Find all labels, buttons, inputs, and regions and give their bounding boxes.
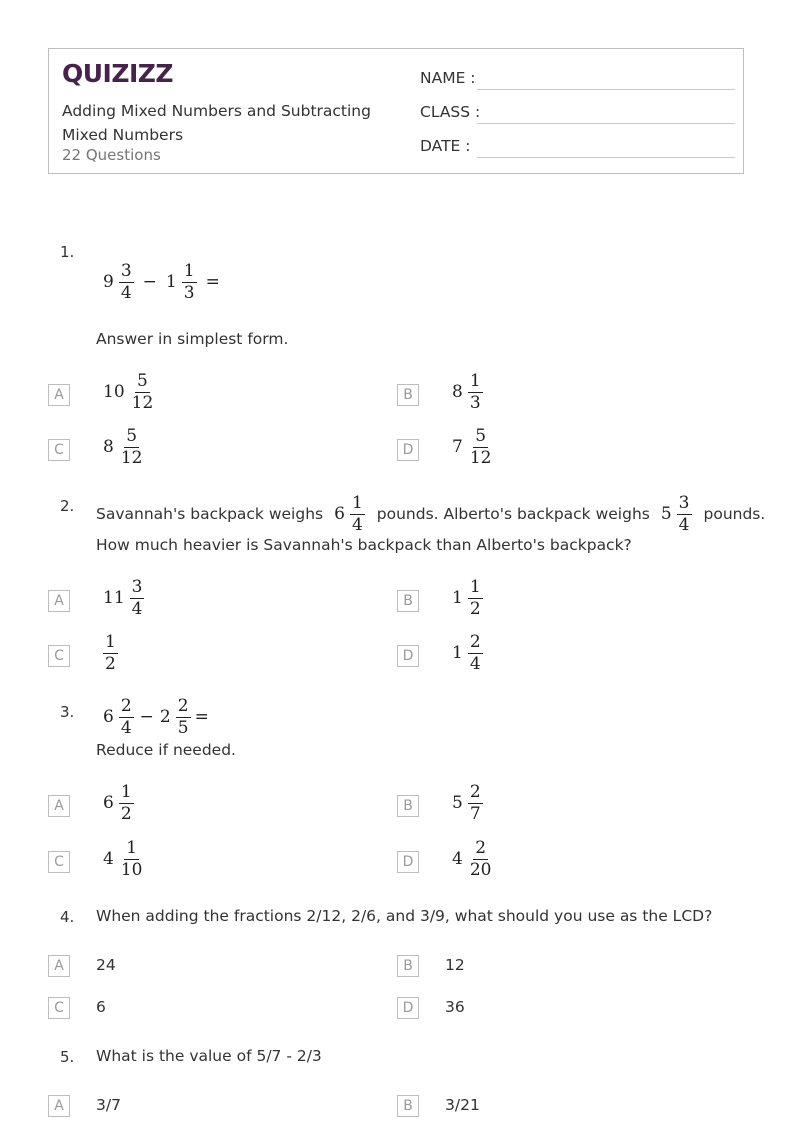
- numerator: 5: [475, 426, 487, 446]
- minus-sign: −: [142, 271, 157, 292]
- option-c-answer[interactable]: 6: [96, 998, 106, 1016]
- name-line: [477, 89, 735, 90]
- numerator: 2: [469, 782, 481, 802]
- option-c-answer[interactable]: [103, 633, 118, 673]
- option-b-box[interactable]: B: [397, 384, 419, 406]
- question-instruction: Answer in simplest form.: [96, 330, 289, 348]
- denominator: 4: [678, 514, 690, 535]
- numerator: 1: [183, 261, 195, 281]
- option-d-box[interactable]: D: [397, 997, 419, 1019]
- question-count: 22 Questions: [62, 146, 161, 164]
- denominator: 3: [469, 392, 481, 413]
- option-c-answer[interactable]: [103, 839, 144, 879]
- equals-sign: =: [194, 706, 209, 727]
- date-field[interactable]: [420, 137, 740, 161]
- denominator: 12: [131, 392, 154, 413]
- quizizz-logo: QUIZIZZ: [62, 59, 174, 88]
- worksheet-header: [48, 48, 744, 174]
- whole-part: 1: [452, 643, 463, 664]
- class-label: CLASS :: [420, 103, 481, 121]
- question-text: When adding the fractions 2/12, 2/6, and 3/9, what should you use as the LCD?: [96, 907, 713, 925]
- denominator: 12: [469, 447, 492, 468]
- numerator: 1: [105, 632, 116, 652]
- option-b-box[interactable]: B: [397, 1095, 419, 1117]
- denominator: 4: [131, 598, 143, 619]
- whole-part: 1: [452, 588, 463, 609]
- option-b-answer[interactable]: [452, 578, 483, 618]
- mixed-number: [103, 697, 134, 737]
- option-b-answer[interactable]: [452, 783, 483, 823]
- option-b-box[interactable]: B: [397, 590, 419, 612]
- class-field[interactable]: [420, 103, 740, 127]
- option-a-box[interactable]: A: [48, 955, 70, 977]
- question-text: What is the value of 5/7 - 2/3: [96, 1047, 322, 1065]
- denominator: 4: [469, 653, 481, 674]
- whole-part: 6: [334, 504, 345, 524]
- numerator: 1: [469, 577, 481, 597]
- worksheet-title: Adding Mixed Numbers and Subtracting Mixed Numbers: [62, 102, 371, 144]
- whole-part: 7: [452, 437, 463, 458]
- option-d-answer[interactable]: [452, 839, 493, 879]
- date-label: DATE :: [420, 137, 471, 155]
- option-a-answer[interactable]: 24: [96, 956, 116, 974]
- numerator: 2: [469, 632, 481, 652]
- name-label: NAME :: [420, 69, 476, 87]
- option-d-answer[interactable]: [452, 427, 493, 467]
- whole-part: 5: [452, 793, 463, 814]
- question-number: 2.: [60, 497, 75, 515]
- numerator: 5: [137, 371, 148, 391]
- option-a-answer[interactable]: 3/7: [96, 1096, 121, 1114]
- mixed-number: [661, 494, 692, 534]
- option-c-box[interactable]: C: [48, 997, 70, 1019]
- option-a-answer[interactable]: [103, 578, 144, 618]
- option-a-box[interactable]: A: [48, 384, 70, 406]
- numerator: 2: [475, 838, 487, 858]
- question-number: 3.: [60, 703, 75, 721]
- mixed-number: [103, 262, 134, 302]
- option-a-answer[interactable]: [103, 372, 155, 412]
- option-b-answer[interactable]: 3/21: [445, 1096, 480, 1114]
- option-d-box[interactable]: D: [397, 439, 419, 461]
- option-d-box[interactable]: D: [397, 851, 419, 873]
- option-c-answer[interactable]: [103, 427, 144, 467]
- option-c-box[interactable]: C: [48, 851, 70, 873]
- denominator: 12: [120, 447, 143, 468]
- numerator: 2: [120, 696, 132, 716]
- numerator: 5: [126, 426, 138, 446]
- denominator: 2: [120, 803, 132, 824]
- option-d-answer[interactable]: [452, 633, 483, 673]
- question-instruction: Reduce if needed.: [96, 741, 236, 759]
- option-a-box[interactable]: A: [48, 1095, 70, 1117]
- whole-part: 10: [103, 382, 125, 403]
- denominator: 20: [469, 859, 492, 880]
- whole-part: 2: [159, 707, 171, 728]
- numerator: 1: [469, 371, 481, 391]
- whole-part: 4: [452, 849, 463, 870]
- mixed-number: [166, 262, 197, 302]
- question-number: 5.: [60, 1048, 75, 1066]
- question-text: pounds.: [703, 505, 766, 523]
- option-a-answer[interactable]: [103, 783, 134, 823]
- option-d-box[interactable]: D: [397, 645, 419, 667]
- question-text: Savannah's backpack weighs: [96, 505, 324, 523]
- name-field[interactable]: [420, 69, 740, 93]
- denominator: 4: [120, 282, 132, 303]
- mixed-number: [334, 494, 365, 534]
- question-expression: [103, 697, 213, 737]
- numerator: 3: [678, 492, 690, 513]
- whole-part: 5: [660, 504, 672, 524]
- numerator: 1: [126, 838, 138, 858]
- option-d-answer[interactable]: 36: [445, 998, 465, 1016]
- denominator: 7: [469, 803, 481, 824]
- numerator: 1: [351, 492, 363, 513]
- option-b-answer[interactable]: 12: [445, 956, 465, 974]
- whole-part: 11: [103, 588, 125, 609]
- mixed-number: [160, 697, 191, 737]
- option-c-box[interactable]: C: [48, 645, 70, 667]
- option-b-box[interactable]: B: [397, 955, 419, 977]
- question-number: 4.: [60, 908, 75, 926]
- numerator: 3: [120, 261, 132, 281]
- denominator: 3: [183, 282, 195, 303]
- class-line: [477, 123, 735, 124]
- denominator: 2: [105, 653, 116, 674]
- whole-part: 6: [103, 707, 114, 728]
- whole-part: 8: [452, 382, 463, 403]
- question-number: 1.: [60, 243, 75, 261]
- option-c-box[interactable]: C: [48, 439, 70, 461]
- whole-part: 1: [165, 272, 177, 293]
- option-a-box[interactable]: A: [48, 795, 70, 817]
- denominator: 10: [120, 859, 143, 880]
- question-expression: [103, 262, 229, 302]
- option-b-answer[interactable]: [452, 372, 483, 412]
- whole-part: 4: [103, 849, 114, 870]
- option-a-box[interactable]: A: [48, 590, 70, 612]
- denominator: 5: [177, 717, 189, 738]
- numerator: 1: [120, 782, 132, 802]
- numerator: 2: [177, 696, 189, 716]
- denominator: 4: [351, 514, 363, 535]
- question-text-line-2: How much heavier is Savannah's backpack than Alberto's backpack?: [96, 536, 632, 554]
- whole-part: 8: [103, 437, 114, 458]
- denominator: 2: [469, 598, 481, 619]
- whole-part: 6: [103, 793, 114, 814]
- date-line: [477, 157, 735, 158]
- option-b-box[interactable]: B: [397, 795, 419, 817]
- minus-sign: −: [139, 706, 154, 727]
- numerator: 3: [131, 577, 143, 597]
- question-text: pounds. Alberto's backpack weighs: [376, 505, 650, 523]
- denominator: 4: [120, 717, 132, 738]
- whole-part: 9: [103, 272, 114, 293]
- equals-sign: =: [205, 271, 220, 292]
